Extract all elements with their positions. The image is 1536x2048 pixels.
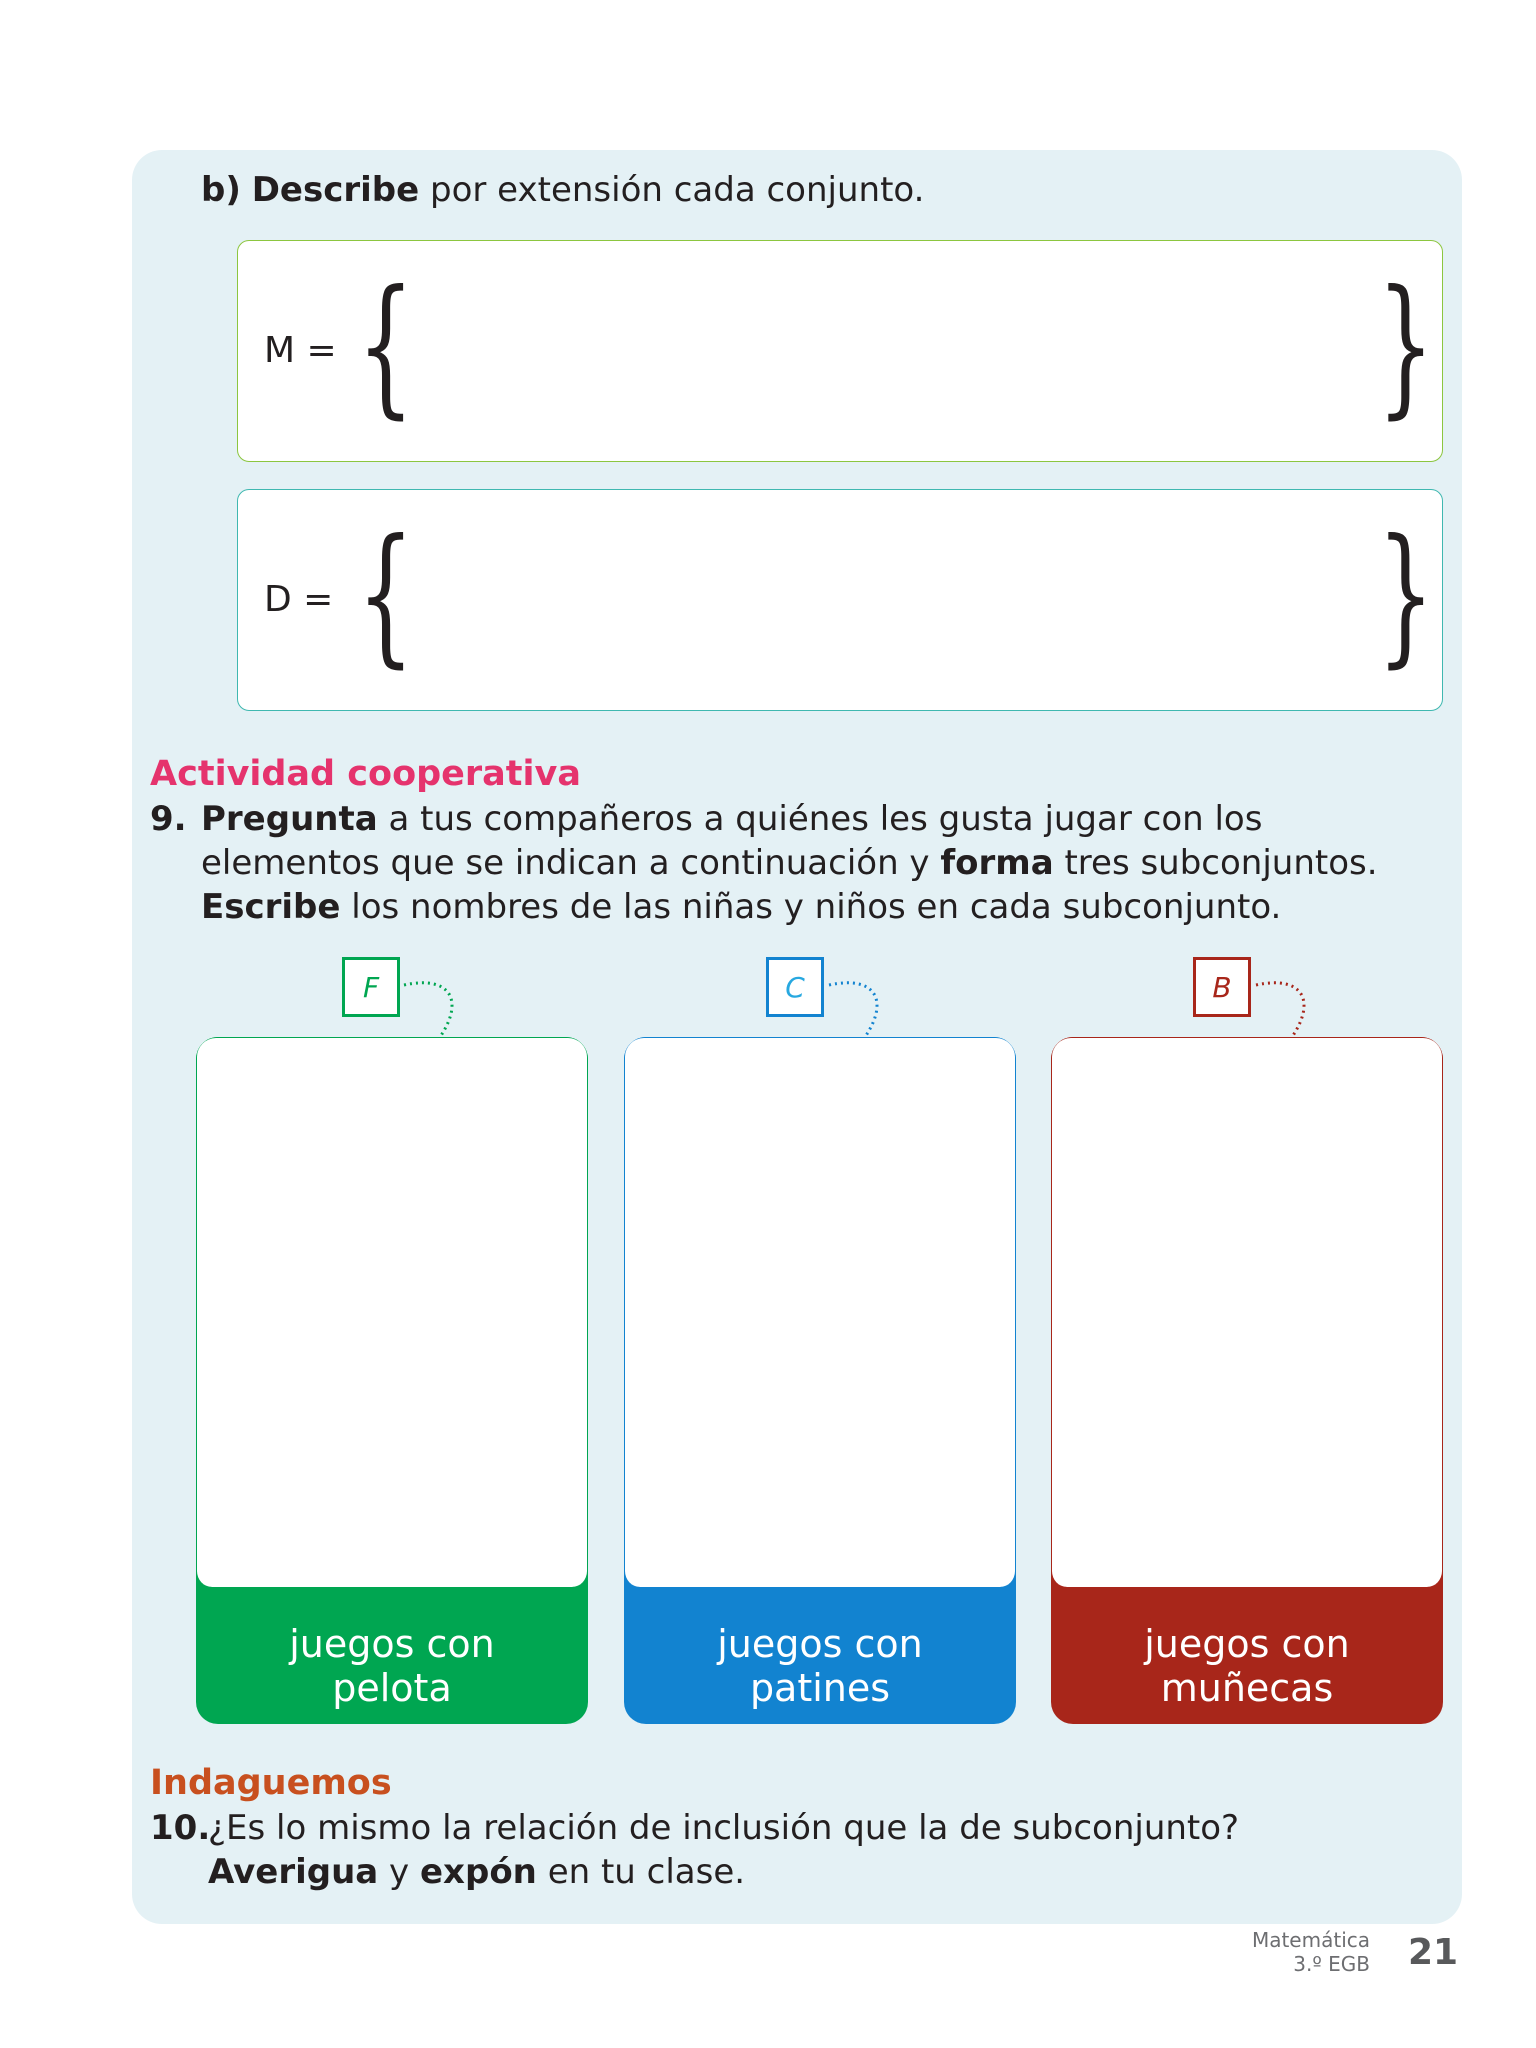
question-10-number: 10. <box>150 1808 211 1848</box>
connector-f <box>404 983 452 1037</box>
part-b-instruction: b) Describe por extensión cada conjunto. <box>201 170 925 210</box>
tag-f: F <box>342 957 400 1017</box>
subset-label: juegos con pelota <box>289 1622 495 1710</box>
connector-b <box>1256 983 1304 1037</box>
question-10-line2: Averigua y expón en tu clase. <box>208 1852 746 1892</box>
cooperative-heading: Actividad cooperativa <box>150 754 581 794</box>
subset-label: juegos con muñecas <box>1144 1622 1350 1710</box>
connector-c <box>829 983 877 1037</box>
question-9-line1: Pregunta a tus compañeros a quiénes les gusta jugar con los <box>201 799 1263 839</box>
footer-subject: Matemática <box>1251 1928 1370 1952</box>
subset-write-area[interactable] <box>1051 1037 1443 1587</box>
subset-card-patines <box>624 1037 1016 1724</box>
set-d-label: D = <box>264 579 334 620</box>
close-brace: } <box>1377 508 1435 682</box>
question-10-line1: ¿Es lo mismo la relación de inclusión que la de subconjunto? <box>208 1808 1240 1848</box>
investigate-heading: Indaguemos <box>150 1763 392 1803</box>
question-9-line3: Escribe los nombres de las niñas y niños en cada subconjunto. <box>201 887 1282 927</box>
set-m-label: M = <box>264 330 337 371</box>
open-brace: { <box>357 508 415 682</box>
subset-label: juegos con patines <box>717 1622 923 1710</box>
question-9-number: 9. <box>150 799 187 839</box>
subset-write-area[interactable] <box>624 1037 1016 1587</box>
tag-b: B <box>1193 957 1251 1017</box>
close-brace: } <box>1377 259 1435 433</box>
footer-book <box>1252 1928 1370 1976</box>
footer-grade: 3.º EGB <box>1293 1952 1370 1976</box>
subset-card-munecas <box>1051 1037 1443 1724</box>
subset-card-pelota <box>196 1037 588 1724</box>
page-number: 21 <box>1408 1932 1459 1973</box>
open-brace: { <box>357 259 415 433</box>
tag-c: C <box>766 957 824 1017</box>
subset-write-area[interactable] <box>196 1037 588 1587</box>
question-9-line2: elementos que se indican a continuación y forma tres subconjuntos. <box>201 843 1378 883</box>
